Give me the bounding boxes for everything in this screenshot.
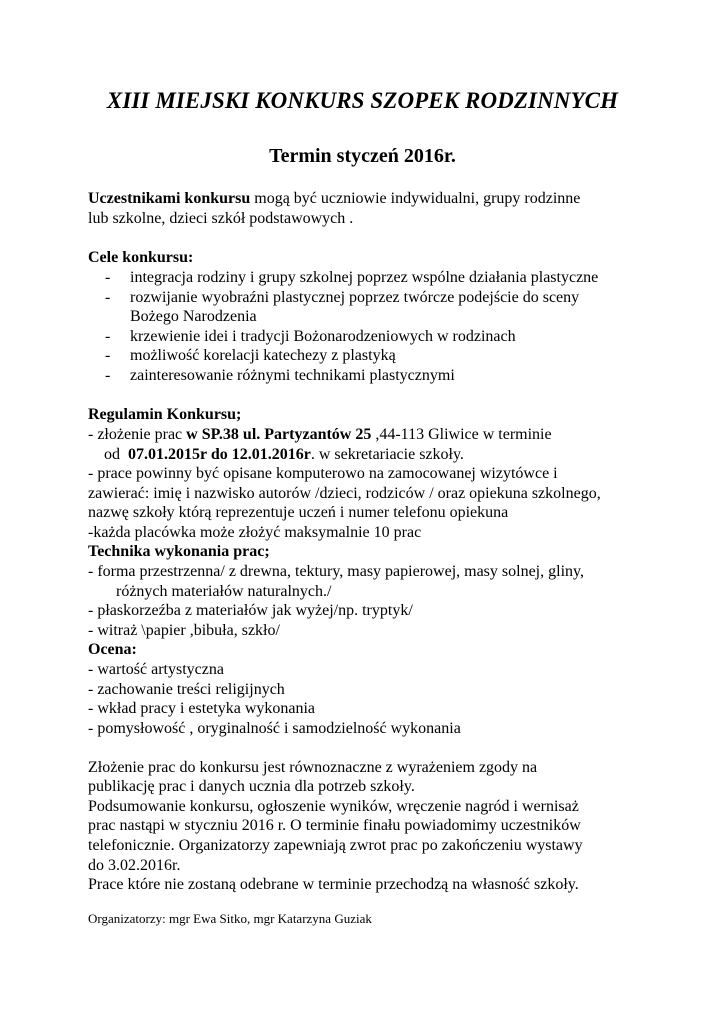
- intro-rest: mogą być uczniowie indywidualni, grupy rodzinne: [250, 190, 581, 207]
- closing-line: Podsumowanie konkursu, ogłoszenie wyników, wręczenie nagród i wernisaż: [88, 798, 579, 815]
- closing-line: Złożenie prac do konkursu jest równoznaczne z wyrażeniem zgody na: [88, 759, 538, 776]
- page-subtitle: Termin styczeń 2016r.: [269, 145, 456, 167]
- evaluation-item: - pomysłowość , oryginalność i samodzielność wykonania: [88, 720, 461, 737]
- rules-line-1: - złożenie prac w SP.38 ul. Partyzantów 25 ,44-113 Gliwice w terminie: [88, 426, 552, 443]
- technique-line-1: - forma przestrzenna/ z drewna, tektury, masy papierowej, masy solnej, gliny,: [88, 563, 584, 580]
- closing-line: Prace które nie zostaną odebrane w terminie przechodzą na własność szkoły.: [88, 876, 579, 893]
- closing-line: publikację prac i danych ucznia dla potrzeb szkoły.: [88, 778, 415, 795]
- closing-line: telefonicznie. Organizatorzy zapewniają zwrot prac po zakończeniu wystawy: [88, 837, 583, 854]
- intro-bold: Uczestnikami konkursu: [88, 190, 251, 207]
- goal-item: - rozwijanie wyobraźni plastycznej poprzez twórcze podejście do sceny: [105, 289, 580, 306]
- rules-heading: Regulamin Konkursu;: [88, 406, 242, 423]
- closing-line: prac nastąpi w styczniu 2016 r. O terminie finału powiadomimy uczestników: [88, 817, 581, 834]
- rules-line-4: zawierać: imię i nazwisko autorów /dzieci, rodziców / oraz opiekuna szkolnego,: [88, 485, 601, 502]
- intro-line-1: [88, 189, 580, 209]
- goal-item: - integracja rodziny i grupy szkolnej poprzez wspólne działania plastyczne: [105, 269, 599, 286]
- organizers-note: Organizatorzy: mgr Ewa Sitko, mgr Katarzyna Guziak: [88, 911, 372, 926]
- goals-heading: Cele konkursu:: [88, 249, 194, 266]
- rules-line-2: od 07.01.2015r do 12.01.2016r. w sekretariacie szkoły.: [88, 446, 464, 463]
- goal-item: - zainteresowanie różnymi technikami plastycznymi: [105, 367, 455, 384]
- technique-heading: Technika wykonania prac;: [88, 543, 270, 560]
- evaluation-item: - wkład pracy i estetyka wykonania: [88, 700, 316, 717]
- goal-item: - krzewienie idei i tradycji Bożonarodzeniowych w rodzinach: [105, 328, 516, 345]
- page-title: XIII MIEJSKI KONKURS SZOPEK RODZINNYCH: [106, 88, 619, 113]
- rules-line-6: -każda placówka może złożyć maksymalnie 10 prac: [88, 524, 422, 541]
- intro-line-2: lub szkolne, dzieci szkół podstawowych .: [88, 210, 354, 227]
- evaluation-heading: Ocena:: [88, 641, 137, 658]
- rules-line-5: nazwę szkoły którą reprezentuje uczeń i numer telefonu opiekuna: [88, 504, 509, 521]
- goal-item: - możliwość korelacji katechezy z plastyką: [105, 347, 396, 364]
- evaluation-item: - zachowanie treści religijnych: [88, 681, 285, 698]
- technique-line-3: - płaskorzeźba z materiałów jak wyżej/np. tryptyk/: [88, 602, 413, 619]
- technique-line-2: różnych materiałów naturalnych./: [88, 583, 332, 600]
- technique-line-4: - witraż \papier ,bibuła, szkło/: [88, 622, 280, 639]
- closing-line: do 3.02.2016r.: [88, 857, 181, 874]
- goal-item-continuation: Bożego Narodzenia: [130, 308, 257, 325]
- evaluation-item: - wartość artystyczna: [88, 661, 224, 678]
- rules-line-3: - prace powinny być opisane komputerowo na zamocowanej wizytówce i: [88, 465, 558, 482]
